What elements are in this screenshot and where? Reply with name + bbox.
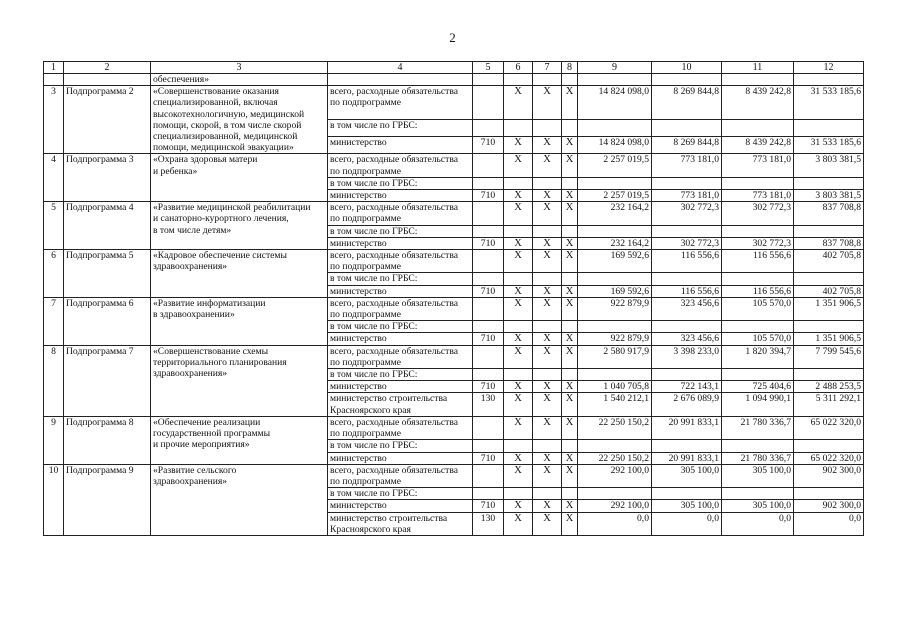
x-mark [504,369,533,381]
value-cell: 402 705,8 [794,250,864,273]
x-mark: X [504,250,533,273]
expense-label: всего, расходные обязательства по подпрограмме [328,345,473,368]
value-cell: 0,0 [794,512,864,535]
value-cell: 1 540 212,1 [578,393,652,416]
row-number: 9 [44,416,64,464]
value-cell [794,440,864,452]
value-cell: 773 181,0 [722,190,794,202]
value-cell: 116 556,6 [722,285,794,297]
header-cell: 11 [722,62,794,74]
expense-label: всего, расходные обязательства по подпрограмме [328,297,473,320]
expense-label: всего, расходные обязательства по подпрограмме [328,416,473,439]
header-cell: 2 [64,62,151,74]
value-cell: 292 100,0 [578,500,652,512]
grbs-code [473,119,504,136]
expense-label: министерство [328,190,473,202]
grbs-code [473,345,504,368]
value-cell [722,119,794,136]
value-cell: 22 250 150,2 [578,416,652,439]
value-cell: 31 533 185,6 [794,86,864,119]
value-cell [652,177,722,189]
grbs-code [473,154,504,177]
table-row [44,416,864,439]
value-cell [722,440,794,452]
value-cell: 302 772,3 [652,202,722,225]
x-mark: X [562,500,578,512]
value-cell: 2 257 019,5 [578,190,652,202]
value-cell: 1 094 990,1 [722,393,794,416]
x-mark: X [504,137,533,154]
x-mark: X [504,464,533,487]
value-cell: 773 181,0 [652,190,722,202]
value-cell: 3 398 233,0 [652,345,722,368]
table-row [44,250,864,273]
value-cell: 116 556,6 [722,250,794,273]
x-mark [504,321,533,333]
expense-label: министерство строительства Красноярского края [328,512,473,535]
expense-label: в том числе по ГРБС: [328,225,473,237]
x-mark [533,369,562,381]
value-cell: 1 040 705,8 [578,381,652,393]
subprogram-title: «Кадровое обеспечение системы здравоохранения» [151,250,328,298]
table-row [44,464,864,487]
value-cell: 14 824 098,0 [578,86,652,119]
table-row [44,154,864,177]
value-cell [578,369,652,381]
subprogram-title: «Развитие медицинской реабилитации и санаторно-курортного лечения, в том числе детям» [151,202,328,250]
table-row [44,202,864,225]
x-mark [562,488,578,500]
grbs-code: 710 [473,333,504,345]
value-cell: 302 772,3 [722,237,794,249]
grbs-code [473,488,504,500]
value-cell: 169 592,6 [578,285,652,297]
value-cell: 902 300,0 [794,500,864,512]
subprogram-title: «Развитие сельского здравоохранения» [151,464,328,535]
expense-label: министерство [328,237,473,249]
value-cell: 773 181,0 [722,154,794,177]
value-cell [652,321,722,333]
value-cell [652,369,722,381]
subprogram-name: Подпрограмма 3 [64,154,151,202]
grbs-code: 130 [473,512,504,535]
x-mark [504,177,533,189]
value-cell: 105 570,0 [722,333,794,345]
page-number: 2 [449,30,456,45]
value-cell: 305 100,0 [652,464,722,487]
grbs-code [473,86,504,119]
row-number: 4 [44,154,64,202]
value-cell: 1 351 906,5 [794,333,864,345]
table-body [44,62,864,536]
x-mark [533,119,562,136]
value-cell: 232 164,2 [578,202,652,225]
grbs-code: 710 [473,237,504,249]
value-cell: 14 824 098,0 [578,137,652,154]
header-cell: 6 [504,62,533,74]
x-mark [562,369,578,381]
x-mark: X [504,237,533,249]
x-mark [533,273,562,285]
expense-label: министерство [328,137,473,154]
expense-label: в том числе по ГРБС: [328,440,473,452]
value-cell: 305 100,0 [652,500,722,512]
x-mark [504,119,533,136]
value-cell: 8 439 242,8 [722,86,794,119]
x-mark: X [504,86,533,119]
header-row [44,62,864,74]
x-mark [562,440,578,452]
value-cell: 722 143,1 [652,381,722,393]
x-mark: X [562,416,578,439]
expense-label: всего, расходные обязательства по подпрограмме [328,464,473,487]
budget-table [43,61,864,536]
value-cell [722,369,794,381]
value-cell [794,369,864,381]
x-mark: X [562,190,578,202]
grbs-code [473,416,504,439]
value-cell: 922 879,9 [578,297,652,320]
value-cell: 20 991 833,1 [652,452,722,464]
x-mark: X [504,381,533,393]
x-mark [504,225,533,237]
value-cell: 2 676 089,9 [652,393,722,416]
value-cell: 773 181,0 [652,154,722,177]
x-mark: X [504,345,533,368]
x-mark: X [562,154,578,177]
value-cell: 116 556,6 [652,285,722,297]
x-mark: X [504,393,533,416]
grbs-code: 710 [473,381,504,393]
grbs-code [473,464,504,487]
x-mark: X [562,250,578,273]
value-cell [652,119,722,136]
value-cell: 902 300,0 [794,464,864,487]
x-mark: X [504,297,533,320]
expense-label: всего, расходные обязательства по подпрограмме [328,154,473,177]
value-cell: 402 705,8 [794,285,864,297]
table-row [44,297,864,320]
x-mark [562,273,578,285]
header-cell: 9 [578,62,652,74]
x-mark: X [562,345,578,368]
x-mark [562,119,578,136]
grbs-code [473,321,504,333]
value-cell: 21 780 336,7 [722,452,794,464]
x-mark: X [504,333,533,345]
expense-label: министерство [328,452,473,464]
x-mark: X [533,345,562,368]
expense-label: в том числе по ГРБС: [328,273,473,285]
value-cell: 302 772,3 [722,202,794,225]
value-cell [652,488,722,500]
subprogram-name: Подпрограмма 2 [64,86,151,154]
value-cell: 20 991 833,1 [652,416,722,439]
grbs-code [473,369,504,381]
subprogram-name: Подпрограмма 8 [64,416,151,464]
x-mark: X [562,297,578,320]
row-number: 6 [44,250,64,298]
row-number: 3 [44,86,64,154]
subprogram-title: «Развитие информатизации в здравоохранении» [151,297,328,345]
x-mark: X [504,416,533,439]
grbs-code [473,225,504,237]
grbs-code [473,202,504,225]
grbs-code [473,273,504,285]
x-mark: X [533,333,562,345]
x-mark: X [533,137,562,154]
value-cell [578,225,652,237]
value-cell: 3 803 381,5 [794,154,864,177]
value-cell: 305 100,0 [722,464,794,487]
x-mark [533,440,562,452]
x-mark [504,488,533,500]
value-cell: 2 488 253,5 [794,381,864,393]
x-mark: X [562,237,578,249]
x-mark: X [504,500,533,512]
x-mark: X [533,285,562,297]
x-mark [504,440,533,452]
x-mark: X [562,393,578,416]
value-cell: 169 592,6 [578,250,652,273]
value-cell [722,321,794,333]
x-mark: X [504,285,533,297]
x-mark [533,488,562,500]
continuation-text: обеспечения» [151,74,328,86]
value-cell: 837 708,8 [794,237,864,249]
x-mark: X [504,190,533,202]
continuation-row [44,74,864,86]
x-mark: X [562,464,578,487]
expense-label: министерство [328,381,473,393]
x-mark [562,225,578,237]
grbs-code [473,250,504,273]
grbs-code: 710 [473,285,504,297]
x-mark [504,273,533,285]
value-cell: 922 879,9 [578,333,652,345]
grbs-code: 710 [473,452,504,464]
value-cell: 725 404,6 [722,381,794,393]
value-cell: 323 456,6 [652,297,722,320]
value-cell: 323 456,6 [652,333,722,345]
value-cell [578,273,652,285]
value-cell: 8 269 844,8 [652,137,722,154]
value-cell [794,321,864,333]
x-mark: X [562,512,578,535]
value-cell: 1 820 394,7 [722,345,794,368]
value-cell [652,225,722,237]
row-number: 7 [44,297,64,345]
expense-label: всего, расходные обязательства по подпрограмме [328,202,473,225]
grbs-code: 710 [473,500,504,512]
header-cell: 12 [794,62,864,74]
expense-label: министерство [328,285,473,297]
x-mark: X [533,250,562,273]
value-cell [722,225,794,237]
value-cell: 0,0 [722,512,794,535]
header-cell: 7 [533,62,562,74]
x-mark: X [504,452,533,464]
expense-label: в том числе по ГРБС: [328,119,473,136]
x-mark: X [533,86,562,119]
subprogram-name: Подпрограмма 9 [64,464,151,535]
header-cell: 4 [328,62,473,74]
value-cell [578,177,652,189]
x-mark: X [504,202,533,225]
value-cell: 0,0 [578,512,652,535]
row-number: 8 [44,345,64,416]
value-cell: 837 708,8 [794,202,864,225]
row-number: 5 [44,202,64,250]
x-mark: X [533,190,562,202]
value-cell: 3 803 381,5 [794,190,864,202]
header-cell: 8 [562,62,578,74]
value-cell: 305 100,0 [722,500,794,512]
value-cell: 302 772,3 [652,237,722,249]
grbs-code: 130 [473,393,504,416]
value-cell: 292 100,0 [578,464,652,487]
value-cell: 22 250 150,2 [578,452,652,464]
x-mark: X [562,452,578,464]
subprogram-title: «Совершенствование схемы территориального планирования здравоохранения» [151,345,328,416]
x-mark: X [533,416,562,439]
x-mark: X [533,393,562,416]
subprogram-title: «Совершенствование оказания специализированной, включая высокотехнологичную, медицинской помощи, скорой, в том числе скорой специализированной, медицинской помощи, медицинской эвакуации» [151,86,328,154]
x-mark: X [504,512,533,535]
header-cell: 1 [44,62,64,74]
value-cell [794,225,864,237]
table-row [44,345,864,368]
value-cell: 232 164,2 [578,237,652,249]
value-cell [794,273,864,285]
x-mark: X [562,137,578,154]
value-cell: 8 269 844,8 [652,86,722,119]
header-cell: 3 [151,62,328,74]
expense-label: всего, расходные обязательства по подпрограмме [328,86,473,119]
header-cell: 5 [473,62,504,74]
value-cell [722,177,794,189]
x-mark: X [533,381,562,393]
value-cell: 65 022 320,0 [794,416,864,439]
grbs-code: 710 [473,190,504,202]
value-cell [578,488,652,500]
expense-label: министерство строительства Красноярского края [328,393,473,416]
table-row [44,86,864,119]
expense-label: в том числе по ГРБС: [328,369,473,381]
value-cell: 105 570,0 [722,297,794,320]
value-cell [578,321,652,333]
x-mark [533,177,562,189]
x-mark [562,321,578,333]
expense-label: в том числе по ГРБС: [328,177,473,189]
value-cell [794,488,864,500]
x-mark: X [533,154,562,177]
value-cell [722,488,794,500]
grbs-code: 710 [473,137,504,154]
value-cell [794,119,864,136]
grbs-code [473,297,504,320]
expense-label: в том числе по ГРБС: [328,488,473,500]
value-cell: 2 580 917,9 [578,345,652,368]
value-cell: 7 799 545,6 [794,345,864,368]
value-cell: 31 533 185,6 [794,137,864,154]
x-mark: X [504,154,533,177]
value-cell: 21 780 336,7 [722,416,794,439]
x-mark: X [533,297,562,320]
value-cell: 0,0 [652,512,722,535]
x-mark: X [533,237,562,249]
x-mark: X [562,381,578,393]
x-mark: X [533,202,562,225]
x-mark [533,321,562,333]
value-cell [652,440,722,452]
value-cell [794,177,864,189]
value-cell [722,273,794,285]
subprogram-title: «Обеспечение реализации государственной программы и прочие мероприятия» [151,416,328,464]
subprogram-name: Подпрограмма 5 [64,250,151,298]
subprogram-name: Подпрограмма 4 [64,202,151,250]
expense-label: всего, расходные обязательства по подпрограмме [328,250,473,273]
x-mark: X [562,333,578,345]
value-cell [578,119,652,136]
expense-label: министерство [328,500,473,512]
grbs-code [473,440,504,452]
value-cell: 65 022 320,0 [794,452,864,464]
grbs-code [473,177,504,189]
x-mark: X [562,86,578,119]
value-cell: 8 439 242,8 [722,137,794,154]
row-number: 10 [44,464,64,535]
header-cell: 10 [652,62,722,74]
subprogram-name: Подпрограмма 7 [64,345,151,416]
expense-label: в том числе по ГРБС: [328,321,473,333]
x-mark [562,177,578,189]
value-cell: 5 311 292,1 [794,393,864,416]
value-cell: 116 556,6 [652,250,722,273]
value-cell: 2 257 019,5 [578,154,652,177]
x-mark: X [533,464,562,487]
expense-label: министерство [328,333,473,345]
value-cell: 1 351 906,5 [794,297,864,320]
subprogram-title: «Охрана здоровья матери и ребенка» [151,154,328,202]
value-cell [652,273,722,285]
x-mark: X [533,452,562,464]
x-mark: X [562,202,578,225]
value-cell [578,440,652,452]
x-mark [533,225,562,237]
x-mark: X [533,500,562,512]
x-mark: X [533,512,562,535]
subprogram-name: Подпрограмма 6 [64,297,151,345]
x-mark: X [562,285,578,297]
